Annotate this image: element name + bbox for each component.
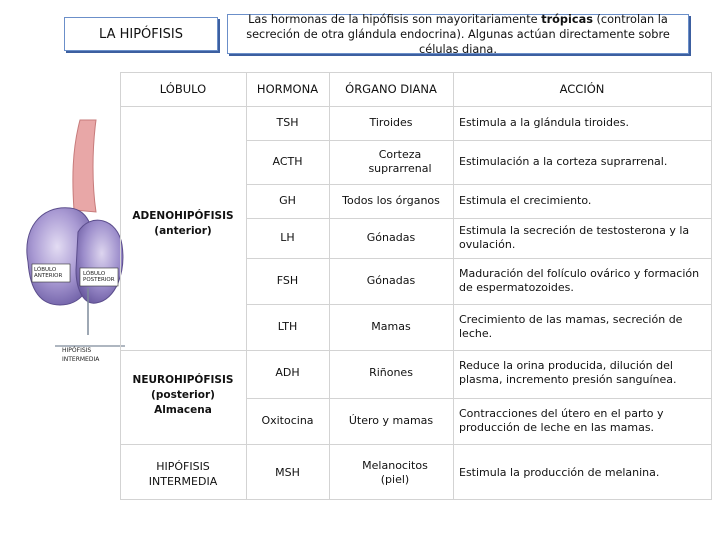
intro-box — [227, 14, 689, 54]
diagram-label-anterior — [34, 267, 62, 279]
grid-line — [120, 72, 121, 500]
cell-organo: Todos los órganos — [342, 194, 440, 207]
diagram-label-posterior-line-1: LÓBULO — [83, 271, 106, 277]
cell-accion: Crecimiento de las mamas, secreción de leche. — [459, 313, 683, 340]
cell-organo: Tiroides — [369, 116, 413, 129]
cell-organo: Riñones — [369, 366, 413, 379]
lobe-intermedia — [120, 459, 246, 489]
diagram-label-posterior-line-2: POSTERIOR — [83, 277, 115, 283]
intro-part-2: (controlan la secreción de otra glándula endocrina). Algunas actúan directamente sobre células diana. — [246, 12, 670, 56]
page-title: LA HIPÓFISIS — [99, 26, 183, 42]
lobe-adeno-name: ADENOHIPÓFISIS — [132, 210, 234, 222]
cell-accion: Estimulación a la corteza suprarrenal. — [459, 155, 668, 168]
lobe-inter-sub: INTERMEDIA — [148, 475, 218, 488]
cell-organo: Útero y mamas — [348, 414, 434, 427]
cell-hormona: ACTH — [272, 155, 303, 168]
cell-accion: Estimula el crecimiento. — [459, 194, 592, 207]
header-accion: ACCIÓN — [559, 82, 605, 96]
header-organo-diana: ÓRGANO DIANA — [345, 82, 437, 96]
grid-line — [120, 444, 712, 445]
cell-accion: Estimula la producción de melanina. — [459, 466, 660, 479]
diagram-label-intermedia-line-2: INTERMEDIA — [62, 356, 100, 363]
cell-accion: Reduce la orina producida, dilución del plasma, incremento presión sanguínea. — [459, 359, 677, 386]
grid-line — [453, 72, 454, 500]
cell-hormona: TSH — [276, 116, 299, 129]
lobe-neurohipofisis — [120, 373, 246, 418]
cell-organo: Melanocitos (piel) — [362, 459, 428, 486]
intro-text — [234, 12, 682, 57]
cell-organo: Gónadas — [366, 274, 416, 287]
diagram-label-intermedia — [62, 346, 99, 364]
cell-organo: Corteza suprarrenal — [368, 148, 432, 175]
diagram-label-anterior-line-1: LÓBULO — [34, 267, 57, 273]
cell-accion: Estimula a la glándula tiroides. — [459, 116, 629, 129]
lobe-adeno-sub: (anterior) — [154, 225, 212, 237]
header-lobulo: LÓBULO — [159, 82, 207, 96]
lobe-inter-name: HIPÓFISIS — [156, 460, 210, 473]
lobe-neuro-sub: (posterior) — [151, 389, 215, 401]
header-hormona: HORMONA — [256, 82, 319, 96]
lobe-adenohipofisis — [120, 209, 246, 239]
intro-bold: trópicas — [541, 12, 593, 26]
grid-line — [711, 72, 712, 500]
cell-accion: Maduración del folículo ovárico y formación de espermatozoides. — [459, 267, 700, 294]
cell-hormona: FSH — [276, 274, 299, 287]
cell-organo: Mamas — [371, 320, 411, 333]
cell-accion: Contracciones del útero en el parto y producción de leche en las mamas. — [459, 407, 664, 434]
cell-hormona: ADH — [275, 366, 300, 379]
diagram-label-anterior-line-2: ANTERIOR — [34, 273, 63, 279]
cell-organo: Gónadas — [366, 231, 416, 244]
cell-hormona: MSH — [275, 466, 300, 479]
intro-part-1: Las hormonas de la hipófisis son mayoritariamente — [248, 12, 542, 26]
lobe-neuro-name: NEUROHIPÓFISIS — [132, 374, 234, 386]
pituitary-gland-diagram — [0, 0, 130, 380]
diagram-label-intermedia-line-1: HIPÓFISIS — [62, 347, 92, 354]
cell-hormona: Oxitocina — [261, 414, 314, 427]
lobe-neuro-note: Almacena — [154, 404, 212, 416]
cell-hormona: GH — [279, 194, 296, 207]
cell-accion: Estimula la secreción de testosterona y la ovulación. — [459, 224, 690, 251]
cell-hormona: LH — [280, 231, 295, 244]
cell-hormona: LTH — [277, 320, 298, 333]
diagram-label-posterior — [83, 271, 115, 283]
